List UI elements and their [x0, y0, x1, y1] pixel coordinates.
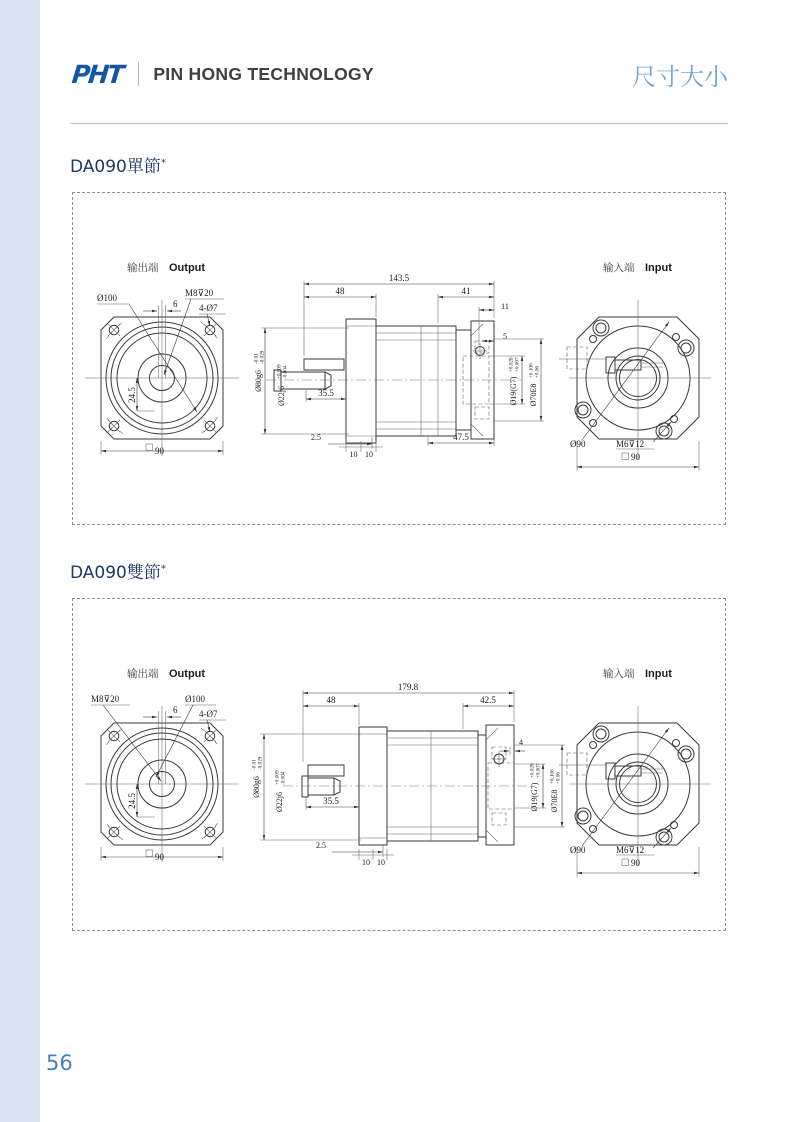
- section-title-text: DA090雙節: [70, 563, 161, 583]
- gear-body: [376, 326, 471, 436]
- svg-text:Ø70E8: Ø70E8: [529, 383, 538, 407]
- input-front-view: [559, 667, 711, 877]
- output-flange-outline: [85, 706, 239, 862]
- output-flange-outline: [85, 300, 239, 456]
- dim-input-tap: M6⊽12: [616, 439, 645, 449]
- svg-text:-0.01: -0.01: [251, 759, 258, 770]
- dim-key-width: 6: [173, 705, 178, 715]
- dim-bore-dia: [509, 357, 521, 405]
- svg-text:+0.106: +0.106: [549, 769, 556, 784]
- section-title-text: DA090單節: [70, 157, 161, 177]
- dim-flange-a: 10: [362, 858, 370, 867]
- svg-text:Ø22j6: Ø22j6: [277, 386, 286, 406]
- dim-shaft-dia: [277, 364, 289, 406]
- dim-bolt-circle: Ø100: [185, 694, 205, 704]
- output-label-en: Output: [169, 262, 206, 274]
- side-dimensions: [252, 682, 566, 867]
- company-name: PIN HONG TECHNOLOGY: [153, 63, 374, 84]
- dim-shaft-length: 35.5: [323, 796, 339, 806]
- side-dimensions: [254, 273, 545, 459]
- input-label-en: Input: [645, 262, 672, 274]
- input-label-cn: 输入端: [603, 668, 635, 680]
- svg-text:+0.106: +0.106: [528, 363, 535, 378]
- dim-rear-length: 42.5: [480, 695, 496, 705]
- svg-text:-0.01: -0.01: [253, 353, 260, 364]
- output-shaft: [302, 765, 344, 797]
- output-front-view: [85, 261, 239, 456]
- svg-text:+0.009: +0.009: [276, 364, 283, 379]
- svg-text:+0.06: +0.06: [555, 771, 562, 784]
- input-bolt-holes: [575, 320, 694, 439]
- dim-bolt-circle: Ø100: [97, 293, 117, 303]
- drawing-box-single-stage: [72, 192, 726, 525]
- output-flange: [346, 319, 376, 443]
- svg-text:+0.007: +0.007: [535, 763, 542, 778]
- svg-text:Ø80g6: Ø80g6: [254, 370, 263, 392]
- input-adapter: [486, 725, 514, 845]
- dim-key-width: 6: [173, 299, 178, 309]
- svg-text:+0.06: +0.06: [534, 365, 541, 378]
- input-front-view: [559, 261, 711, 471]
- svg-text:Ø22j6: Ø22j6: [275, 792, 284, 812]
- dim-total-length: 143.5: [388, 273, 410, 283]
- svg-text:+0.028: +0.028: [508, 357, 515, 372]
- page-number: 56: [46, 1051, 73, 1075]
- input-label-cn: 输入端: [603, 262, 635, 274]
- drawing-box-double-stage: [72, 598, 726, 931]
- svg-text:-0.029: -0.029: [259, 350, 266, 364]
- dim-shaft-length: 35.5: [318, 388, 334, 398]
- input-bolt-holes: [575, 726, 694, 845]
- page-header: [72, 56, 728, 92]
- pht-logo: PHT: [70, 59, 124, 89]
- svg-text:-0.029: -0.029: [257, 756, 264, 770]
- output-label-cn: 输出端: [127, 262, 159, 274]
- dim-flange-a: 10: [349, 450, 358, 459]
- page-title: 尺寸大小: [632, 62, 728, 91]
- dim-input-pilot: Ø90: [570, 845, 586, 855]
- dim-input-pilot: Ø90: [570, 439, 586, 449]
- dim-input-tap: M6⊽12: [616, 845, 645, 855]
- left-accent-bar: [0, 0, 40, 1122]
- svg-text:Ø19(G7): Ø19(G7): [530, 782, 539, 812]
- dim-tap: M8⊽20: [91, 694, 120, 704]
- dim-hub-height: 24.5: [127, 793, 137, 809]
- dim-holes: 4-Ø7: [199, 303, 218, 313]
- drawing-single-stage: [73, 193, 723, 522]
- dim-shaft-dia: [275, 770, 287, 812]
- footnote-asterisk: *: [160, 157, 166, 169]
- dim-hub-height: 24.5: [127, 387, 137, 403]
- dim-front-length: 48: [335, 286, 345, 296]
- side-section-view: [254, 273, 545, 459]
- dim-holes: 4-Ø7: [199, 709, 218, 719]
- dim-lip: 2.5: [316, 841, 326, 850]
- dim-recess: 5: [503, 332, 507, 341]
- dim-square-side: 90: [155, 852, 164, 862]
- dim-rear-length: 41: [461, 286, 471, 296]
- dim-bore-dia: [530, 763, 542, 811]
- svg-text:Ø80g6: Ø80g6: [252, 776, 261, 798]
- dim-pin-length: 11: [501, 302, 509, 311]
- svg-text:+0.009: +0.009: [274, 770, 281, 785]
- drawing-double-stage: [73, 599, 723, 928]
- dim-recess: 4: [519, 738, 523, 747]
- side-section-view: [252, 682, 566, 867]
- dim-input-square: 90: [631, 452, 640, 462]
- dim-rear-width: 47.5: [453, 432, 469, 442]
- dim-lip: 2.5: [311, 433, 321, 442]
- svg-text:Ø19(G7): Ø19(G7): [509, 376, 518, 406]
- dim-tap: M8⊽20: [185, 288, 214, 298]
- output-label-en: Output: [169, 668, 206, 680]
- footnote-asterisk: *: [160, 563, 166, 575]
- dim-flange-b: 10: [377, 858, 385, 867]
- dim-pilot-dia: [252, 756, 264, 798]
- dim-front-length: 48: [326, 695, 336, 705]
- dim-pilot-dia: [254, 350, 266, 392]
- svg-text:Ø70E8: Ø70E8: [550, 789, 559, 813]
- header-rule: [70, 123, 728, 124]
- section-title-single-stage: [70, 152, 166, 177]
- svg-text:-0.004: -0.004: [282, 365, 289, 379]
- svg-text:+0.028: +0.028: [529, 763, 536, 778]
- dim-input-square: 90: [631, 858, 640, 868]
- section-title-double-stage: [70, 558, 166, 583]
- input-flange-outline: [569, 300, 711, 460]
- svg-text:+0.007: +0.007: [514, 357, 521, 372]
- output-front-view: [85, 667, 239, 862]
- dim-flange-b: 10: [365, 450, 373, 459]
- input-flange-outline: [569, 706, 711, 866]
- input-label-en: Input: [645, 668, 672, 680]
- svg-text:-0.004: -0.004: [280, 771, 287, 785]
- dim-square-side: 90: [155, 446, 164, 456]
- dim-spigot-dia: [550, 769, 562, 812]
- dim-spigot-dia: [529, 363, 541, 406]
- output-label-cn: 输出端: [127, 668, 159, 680]
- header-divider: [138, 62, 139, 86]
- dim-total-length: 179.8: [397, 682, 419, 692]
